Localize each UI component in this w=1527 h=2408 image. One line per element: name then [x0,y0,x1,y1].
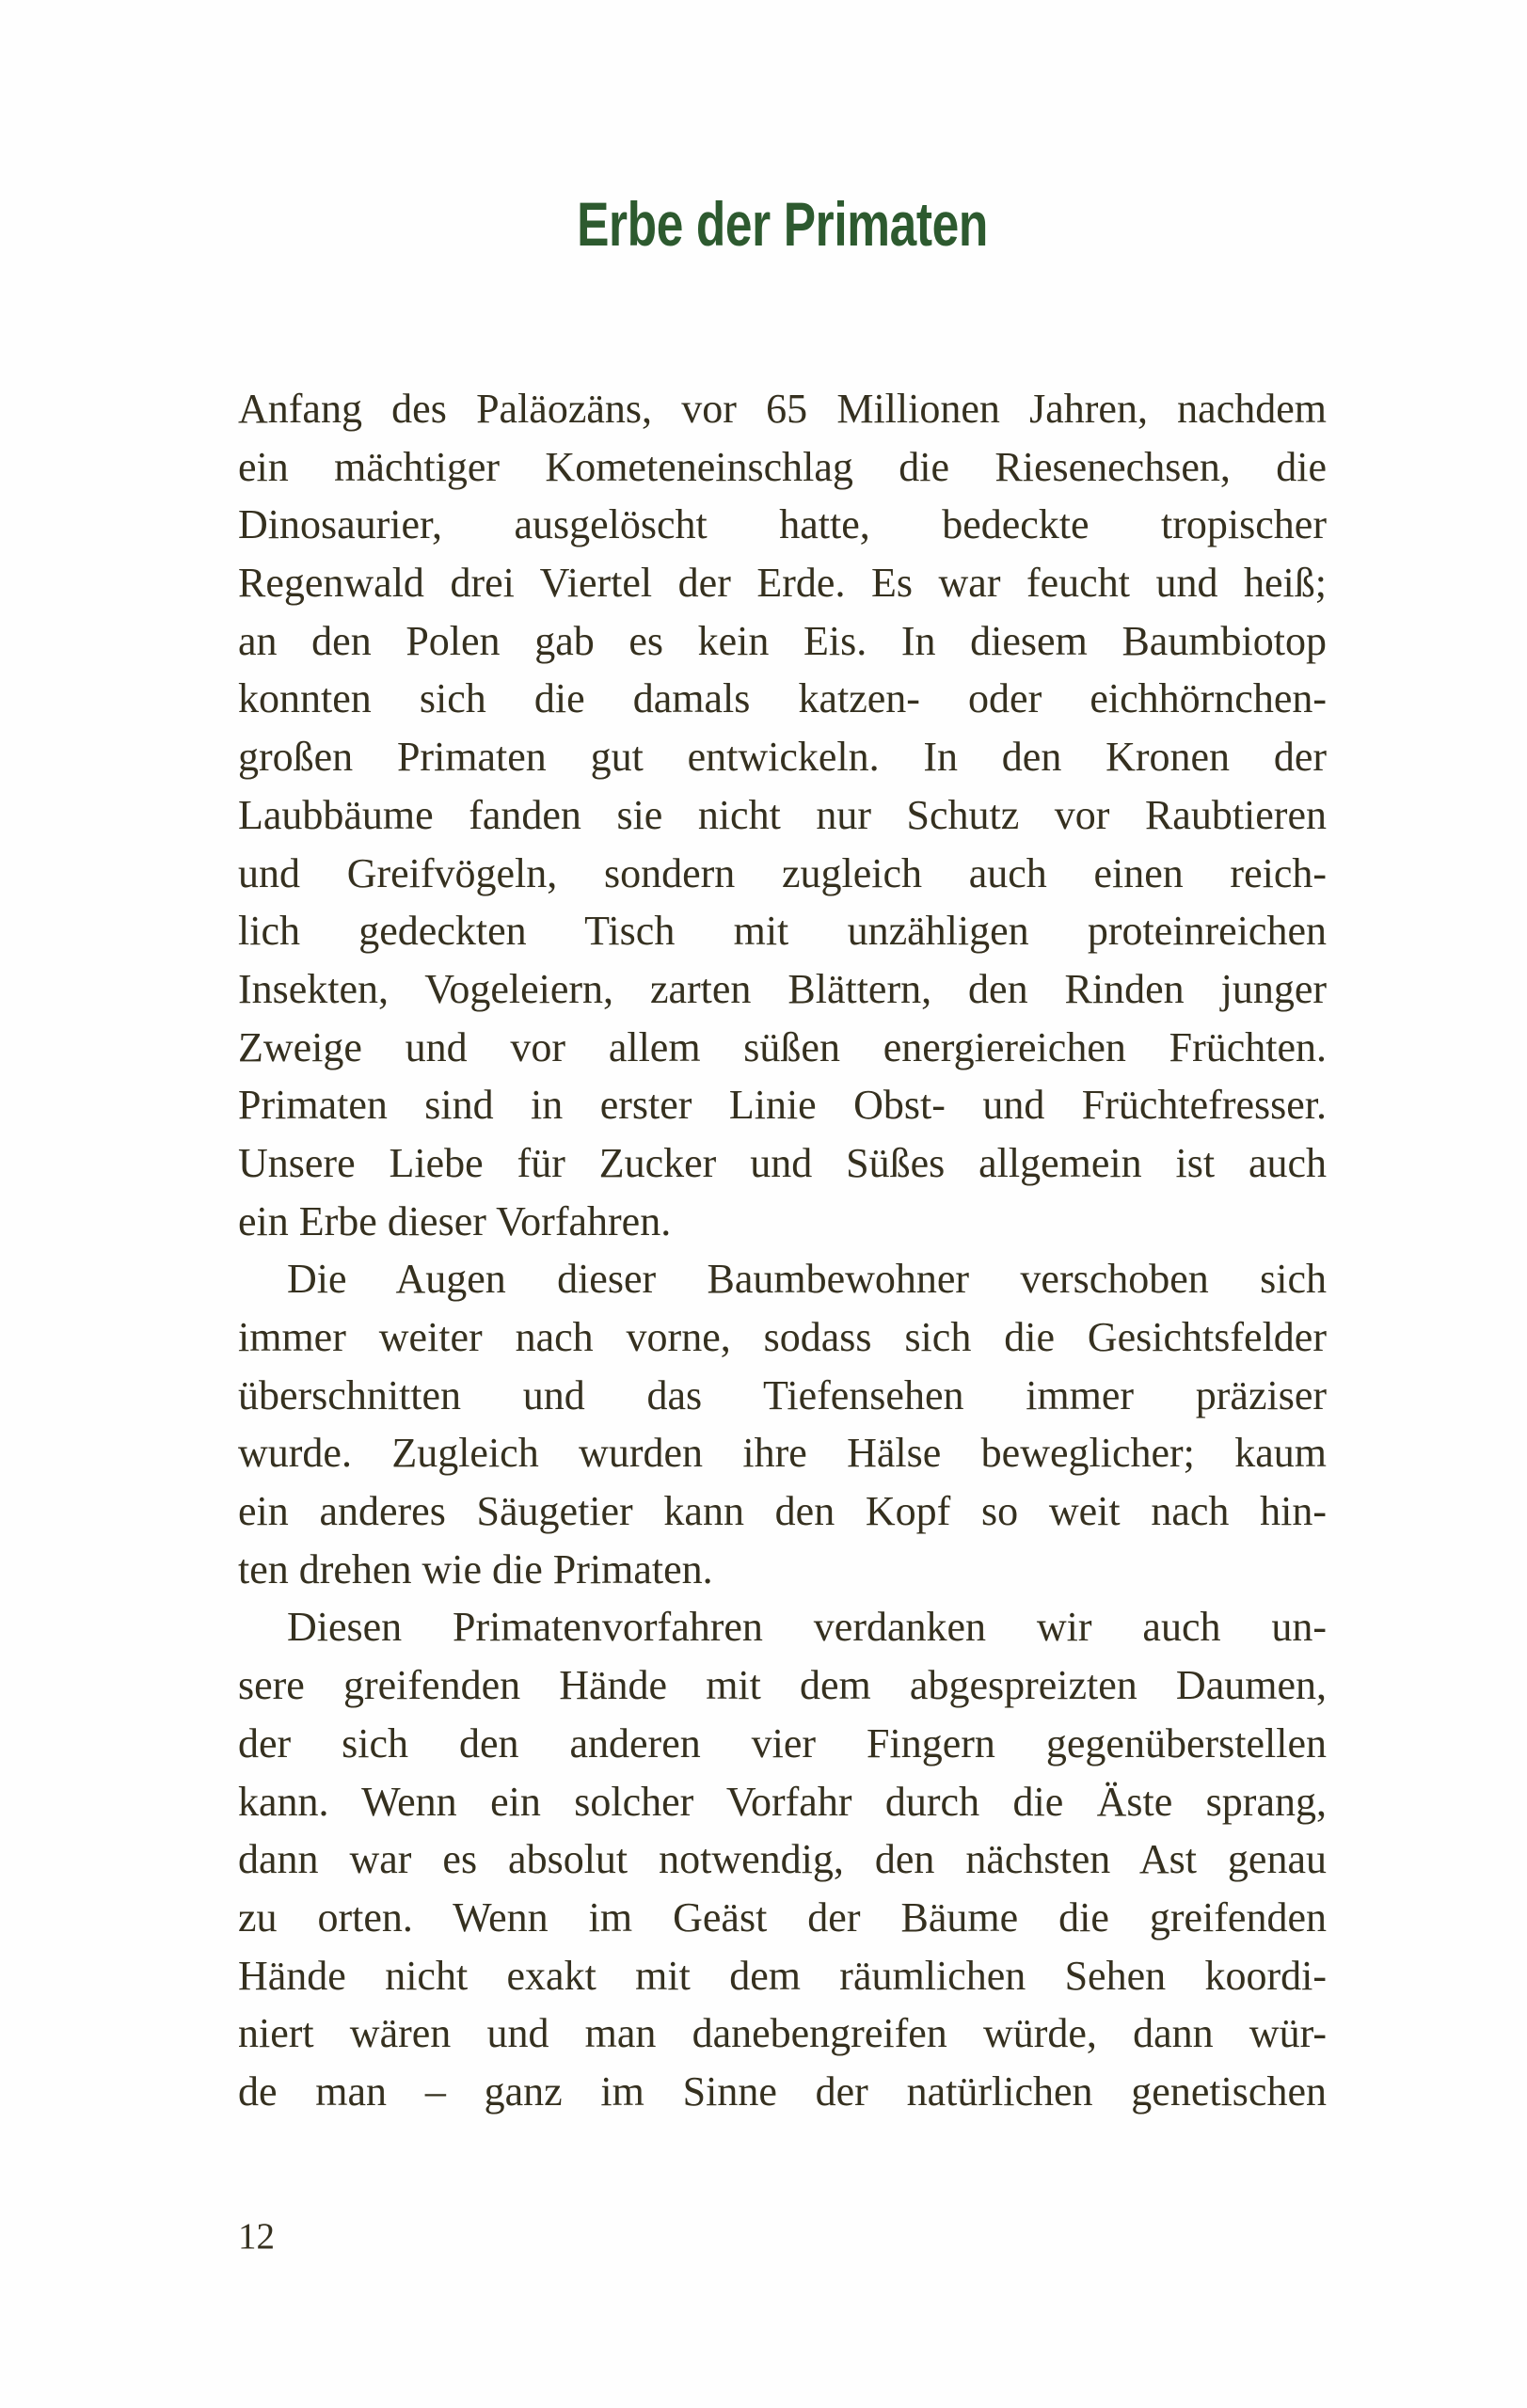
text-line: wurde. Zugleich wurden ihre Hälse beweglicher; kaum [238,1430,1327,1477]
text-line: Anfang des Paläozäns, vor 65 Millionen Jahren, nachdem [238,386,1327,432]
text-line: ein Erbe dieser Vorfahren. [238,1197,672,1244]
text-line: an den Polen gab es kein Eis. In diesem Baumbiotop [238,617,1327,664]
text-line: kann. Wenn ein solcher Vorfahr durch die Äste sprang, [238,1778,1327,1825]
text-line: großen Primaten gut entwickeln. In den Kronen der [238,734,1327,781]
paragraph [238,1250,1327,1598]
text-line: Hände nicht exakt mit dem räumlichen Sehen koordi- [238,1952,1327,1999]
text-line: ten drehen wie die Primaten. [238,1545,713,1592]
text-line: dann war es absolut notwendig, den nächsten Ast genau [238,1836,1327,1883]
text-line: de man – ganz im Sinne der natürlichen genetischen [238,2067,1327,2115]
text-line: überschnitten und das Tiefensehen immer präziser [238,1371,1327,1418]
text-line: ein anderes Säugetier kann den Kopf so weit nach hin- [238,1488,1327,1535]
text-line: Dinosaurier, ausgelöscht hatte, bedeckte tropischer [238,501,1327,548]
paragraph [238,1598,1327,2120]
text-line: Unsere Liebe für Zucker und Süßes allgemein ist auch [238,1139,1327,1186]
paragraph [238,380,1327,1250]
text-line: Primaten sind in erster Linie Obst- und Früchtefresser. [238,1082,1327,1129]
text-line: Laubbäume fanden sie nicht nur Schutz vor Raubtieren [238,791,1327,838]
page-number: 12 [238,2216,275,2257]
text-line: Diesen Primatenvorfahren verdanken wir auch un- [287,1604,1327,1651]
text-line: konnten sich die damals katzen- oder eichhörnchen- [238,675,1327,722]
text-line: niert wären und man danebengreifen würde, dann wür- [238,2010,1327,2057]
text-line: zu orten. Wenn im Geäst der Bäume die greifenden [238,1893,1327,1941]
text-line: der sich den anderen vier Fingern gegenüberstellen [238,1719,1327,1766]
text-line: Insekten, Vogeleiern, zarten Blättern, den Rinden junger [238,965,1327,1012]
text-line: lich gedeckten Tisch mit unzähligen proteinreichen [238,908,1327,955]
text-line: und Greifvögeln, sondern zugleich auch einen reich- [238,849,1327,896]
text-line: ein mächtiger Kometeneinschlag die Riesenechsen, die [238,443,1327,490]
chapter-title: Erbe der Primaten [577,189,988,259]
body-text [238,380,1327,2121]
text-line: Regenwald drei Viertel der Erde. Es war feucht und heiß; [238,560,1327,607]
text-line: Die Augen dieser Baumbewohner verschoben sich [287,1256,1327,1303]
text-line: immer weiter nach vorne, sodass sich die Gesichtsfelder [238,1314,1327,1360]
text-line: Zweige und vor allem süßen energiereichen Früchten. [238,1023,1327,1070]
text-line: sere greifenden Hände mit dem abgespreizten Daumen, [238,1662,1327,1709]
